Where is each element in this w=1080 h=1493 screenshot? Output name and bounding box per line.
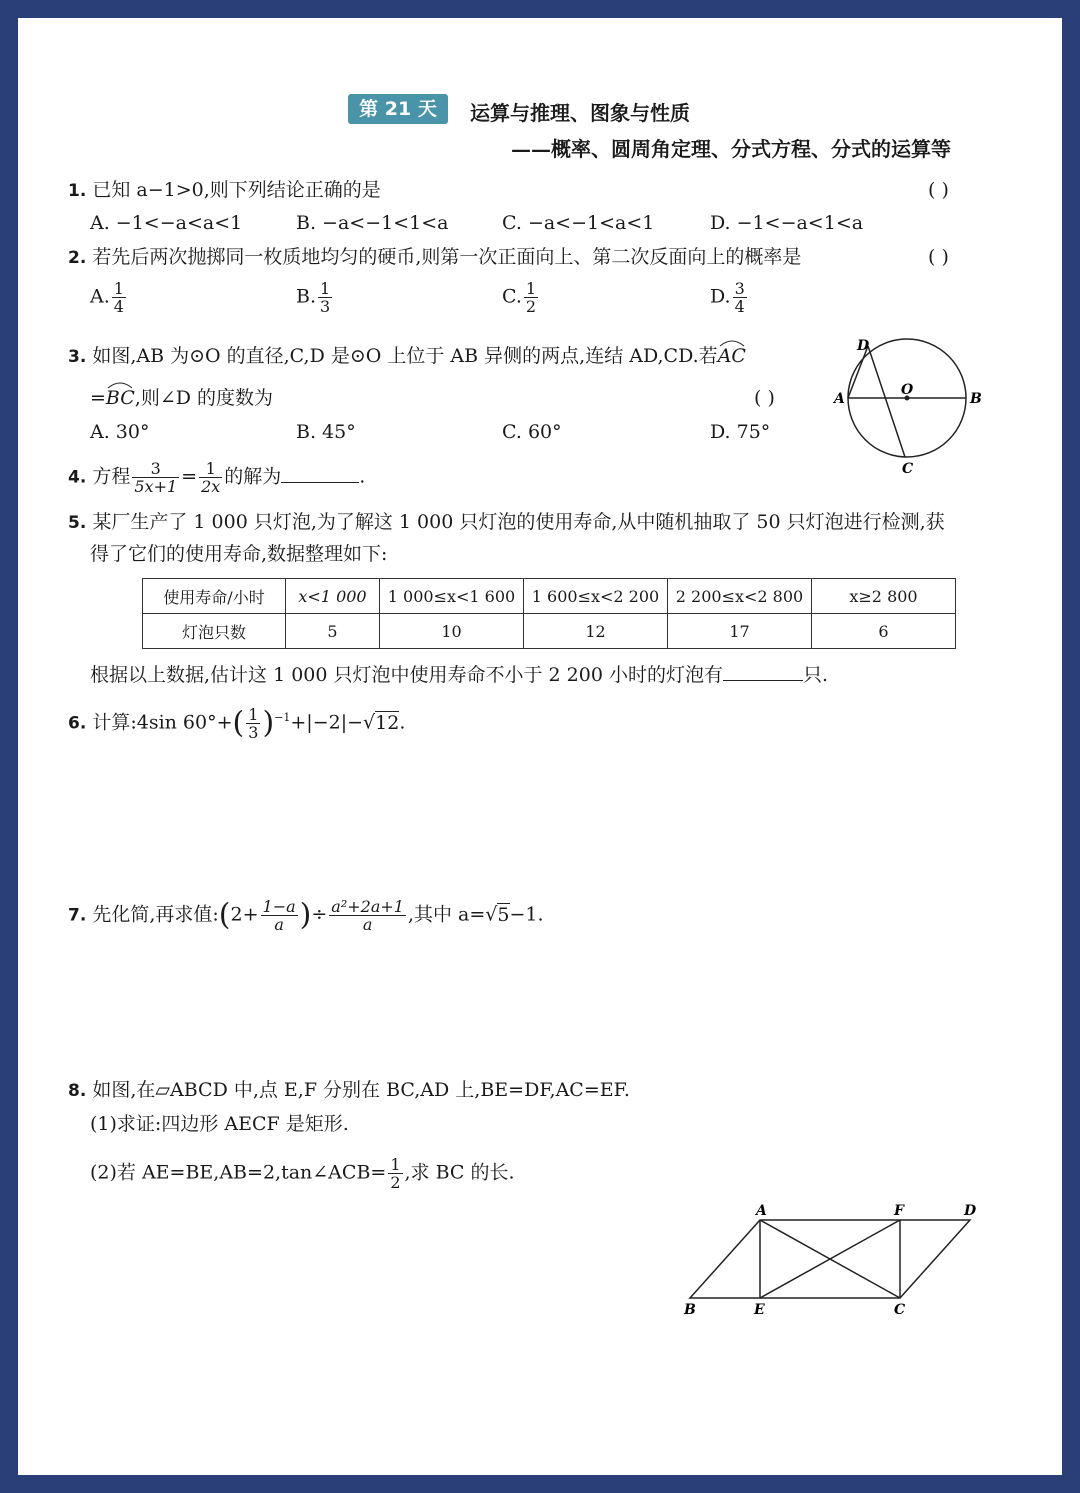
label-c: C (902, 461, 914, 477)
option-b: B. $\frac{1}{3}$ (296, 279, 331, 316)
question-stem: 已知 a−1>0,则下列结论正确的是 (92, 179, 381, 201)
question-3 (68, 344, 746, 369)
parallelogram-figure (680, 1201, 990, 1317)
question-stem: 如图,在▱ABCD 中,点 E,F 分别在 BC,AD 上,BE=DF,AC=EF. (92, 1079, 630, 1101)
table-header-cell: x<1 000 (286, 579, 380, 614)
lifespan-table (142, 578, 956, 649)
table-cell: 5 (286, 614, 380, 649)
part-1: (1)求证:四边形 AECF 是矩形. (90, 1113, 349, 1135)
question-2 (68, 245, 801, 270)
question-number: 1. (68, 181, 87, 201)
option-a: A. −1<−a<a<1 (90, 212, 243, 234)
table-header-cell: 使用寿命/小时 (143, 579, 286, 614)
table-cell: 灯泡只数 (143, 614, 286, 649)
page-title: 运算与推理、图象与性质 (470, 101, 690, 125)
label-e: E (754, 1302, 765, 1317)
arc-ac: AC (718, 345, 746, 367)
label-o: O (901, 382, 914, 398)
option-b: B. 45° (296, 421, 356, 443)
answer-bracket: ( ) (928, 179, 949, 201)
question-5-line3: 根据以上数据,估计这 1 000 只灯泡中使用寿命不小于 2 200 小时的灯泡有 只. (90, 664, 829, 686)
table-header-cell: 1 000≤x<1 600 (380, 579, 524, 614)
table-row (143, 614, 956, 649)
answer-bracket: ( ) (928, 246, 949, 268)
question-number: 8. (68, 1081, 87, 1101)
label-d: D (964, 1203, 977, 1219)
day-badge: 第 21 天 (348, 94, 448, 124)
option-d: D. −1<−a<1<a (710, 212, 864, 234)
answer-blank[interactable] (281, 482, 359, 483)
option-d: D. 75° (710, 421, 771, 443)
option-c: C. −a<−1<a<1 (502, 212, 655, 234)
label-a: A (834, 391, 845, 407)
question-6: 6. 计算:4sin 60°+( $\frac{1}{3}$ )$^{-1}$+|−2|−√12. (68, 705, 406, 742)
label-a: A (756, 1203, 767, 1219)
label-f: F (894, 1203, 904, 1219)
question-4: 4. 方程 $\frac{3}{5x+1}$ = $\frac{1}{2x}$ 的解为 . (68, 459, 366, 496)
question-1 (68, 178, 381, 203)
question-stem-line2: 得了它们的使用寿命,数据整理如下: (90, 543, 388, 565)
question-stem: 若先后两次抛掷同一枚质地均匀的硬币,则第一次正面向上、第二次反面向上的概率是 (92, 246, 802, 268)
option-d: D. $\frac{3}{4}$ (710, 279, 745, 316)
option-c: C. $\frac{1}{2}$ (502, 279, 537, 316)
table-cell: 17 (668, 614, 812, 649)
option-c: C. 60° (502, 421, 562, 443)
option-a: A. $\frac{1}{4}$ (90, 279, 124, 316)
question-5 (68, 510, 945, 535)
question-number: 4. (68, 467, 87, 488)
label-c: C (894, 1302, 906, 1317)
page-subtitle: ——概率、圆周角定理、分式方程、分式的运算等 (511, 137, 951, 161)
table-cell: 10 (380, 614, 524, 649)
table-cell: 12 (524, 614, 668, 649)
question-number: 5. (68, 513, 87, 533)
table-header-cell: x≥2 800 (812, 579, 956, 614)
answer-bracket: ( ) (754, 387, 775, 409)
segment-cd (868, 346, 905, 457)
table-header-cell: 2 200≤x<2 800 (668, 579, 812, 614)
question-number: 7. (68, 905, 87, 926)
question-number: 3. (68, 347, 87, 367)
question-stem-line1: 某厂生产了 1 000 只灯泡,为了解这 1 000 只灯泡的使用寿命,从中随机抽取了 50 只灯泡进行检测,获 (92, 511, 945, 533)
table-row (143, 579, 956, 614)
option-a: A. 30° (90, 421, 150, 443)
question-number: 6. (68, 713, 87, 734)
label-b: B (970, 391, 982, 407)
option-b: B. −a<−1<1<a (296, 212, 449, 234)
circle-figure (830, 336, 990, 482)
arc-bc: BC (106, 387, 135, 409)
question-number: 2. (68, 248, 87, 268)
question-stem-line1: 如图,AB 为⊙O 的直径,C,D 是⊙O 上位于 AB 异侧的两点,连结 AD,CD.若 (92, 345, 718, 367)
label-b: B (684, 1302, 696, 1317)
table-cell: 6 (812, 614, 956, 649)
answer-blank[interactable] (723, 680, 803, 681)
question-8 (68, 1078, 630, 1103)
part-2: (2)若 AE=BE,AB=2,tan∠ACB= $\frac{1}{2}$ ,求 BC 的长. (90, 1155, 515, 1192)
worksheet-page (18, 18, 1062, 1475)
question-3-line2: =BC ,则∠D 的度数为 (90, 386, 273, 410)
question-7: 7. 先化简,再求值:(2+ $\frac{1-a}{a}$ )÷ $\frac{\text{a²+2a+1}}{a}$ ,其中 a=√5−1. (68, 897, 544, 934)
label-d: D (857, 338, 870, 354)
table-header-cell: 1 600≤x<2 200 (524, 579, 668, 614)
